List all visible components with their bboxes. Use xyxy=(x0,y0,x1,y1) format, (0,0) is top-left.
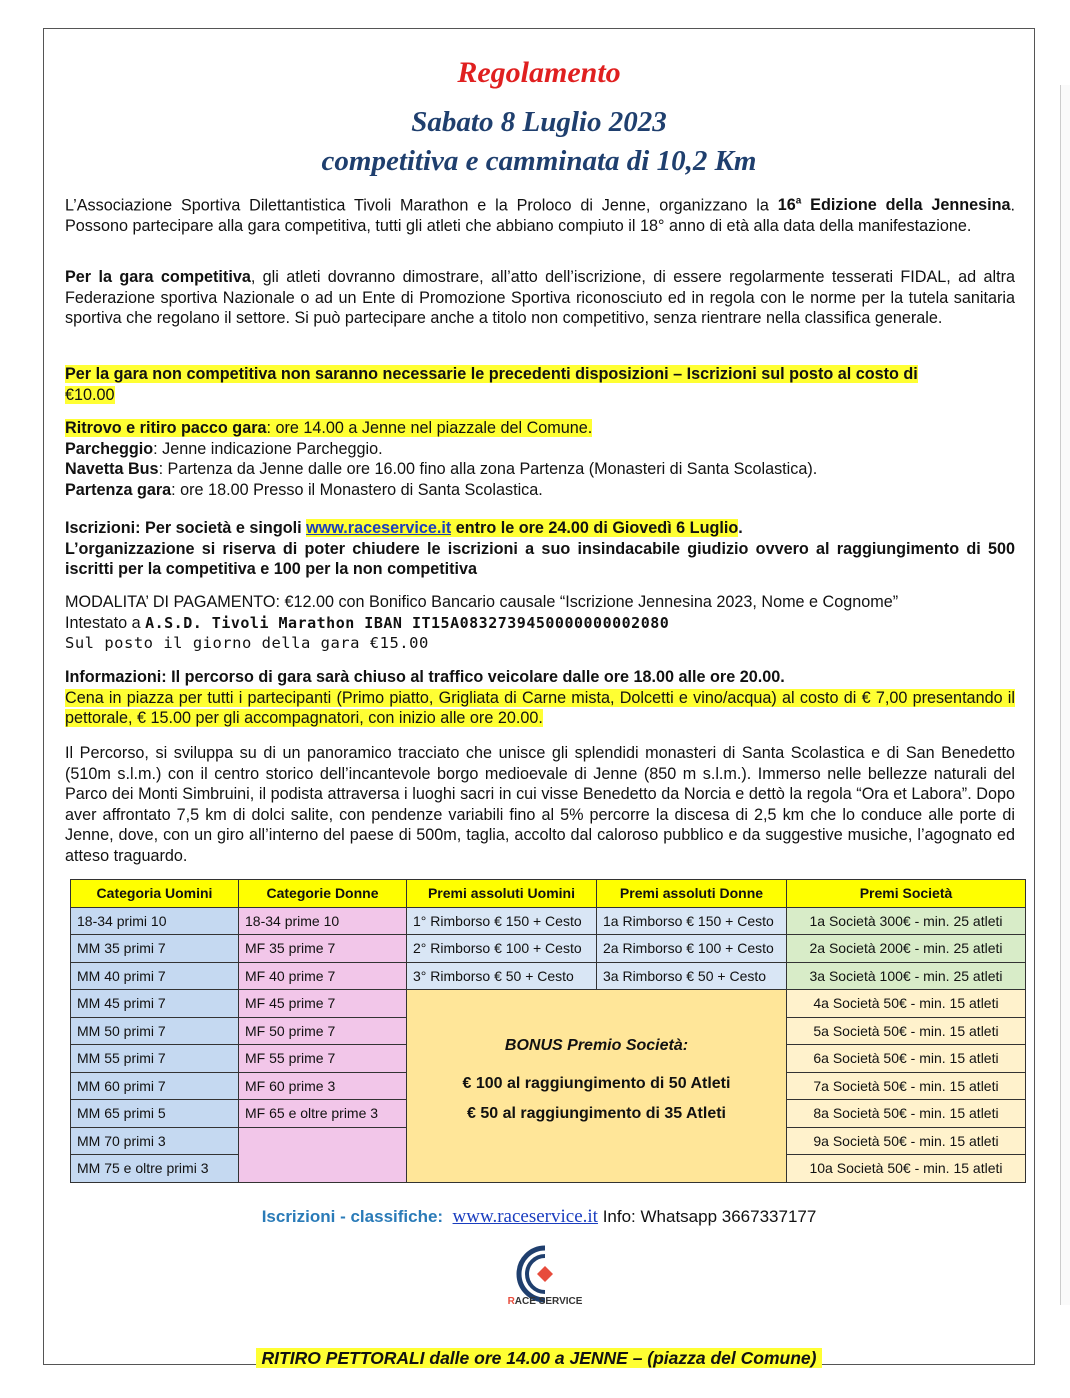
cat-donne-empty-cell xyxy=(239,1127,407,1182)
cat-donne-cell: 18-34 prime 10 xyxy=(239,907,407,935)
societa-cell: 6a Società 50€ - min. 15 atleti xyxy=(787,1045,1026,1073)
event-subtitle: competitiva e camminata di 10,2 Km xyxy=(321,145,757,177)
cat-uomini-cell: MM 55 primi 7 xyxy=(71,1045,239,1073)
table-row xyxy=(71,962,1026,990)
cat-donne-cell: MF 65 e oltre prime 3 xyxy=(239,1100,407,1128)
table-header: Premi Società xyxy=(787,880,1026,908)
cat-donne-cell: MF 35 prime 7 xyxy=(239,935,407,963)
bonus-title: BONUS Premio Società: xyxy=(504,1036,689,1054)
payment-block: MODALITA’ DI PAGAMENTO: €12.00 con Bonifico Bancario causale “Iscrizione Jennesina 2023, Nome e Cognome” Intestato a A.S.D. Tivoli Marathon IBAN IT15A0832739450000000002080 Sul posto il giorno della gara €15.00 xyxy=(65,593,899,653)
table-row xyxy=(71,990,1026,1018)
bonus-line: € 100 al raggiungimento di 50 Atleti xyxy=(462,1074,731,1092)
cat-donne-cell: MF 45 prime 7 xyxy=(239,990,407,1018)
cat-uomini-cell: MM 65 primi 5 xyxy=(71,1100,239,1128)
table-row xyxy=(71,907,1026,935)
table-header: Categorie Donne xyxy=(239,880,407,908)
cat-donne-cell: MF 50 prime 7 xyxy=(239,1017,407,1045)
assoluti-uomini-cell: 3° Rimborso € 50 + Cesto xyxy=(407,962,597,990)
assoluti-uomini-cell: 1° Rimborso € 150 + Cesto xyxy=(407,907,597,935)
cat-uomini-cell: MM 35 primi 7 xyxy=(71,935,239,963)
assoluti-uomini-cell: 2° Rimborso € 100 + Cesto xyxy=(407,935,597,963)
table-header: Premi assoluti Donne xyxy=(597,880,787,908)
page-title: Regolamento xyxy=(457,56,621,89)
logistics-block: Ritrovo e ritiro pacco gara: ore 14.00 a Jenne nel piazzale del Comune. Parcheggio: Jenne indicazione Parcheggio. Navetta Bus: Partenza da Jenne dalle ore 16.00 fino alla zona Partenza (Monasteri di Santa Scolastica). Partenza gara: ore 18.00 Presso il Monastero di Santa Scolastica. xyxy=(65,419,818,499)
table-row xyxy=(71,935,1026,963)
competitive-paragraph: Per la gara competitiva, gli atleti dovranno dimostrare, all’atto dell’iscrizione, di essere regolarmente tesserati FIDAL, ad altra Federazione sportiva Nazionale o ad un Ente di Promozione Sportiva riconosciuto ed in regola con le norme per la tutela sanitaria sportiva che regolano il settore. Si può partecipare anche a titolo non competitivo, senza rientrare nella classifica generale. xyxy=(65,268,1015,328)
cat-uomini-cell: MM 70 primi 3 xyxy=(71,1127,239,1155)
percorso-paragraph: Il Percorso, si sviluppa su di un panoramico tracciato che unisce gli splendidi monasteri di Santa Scolastica e di San Benedetto (510m s.l.m.) con il centro storico dell’incantevole borgo medioevale di Jenne (850 m s.l.m.). Immerso nelle bellezze naturali del Parco dei Monti Simbruini, il podista attraversa i luoghi sacri in cui visse Benedetto da Norcia e dettò la regola “Ora et Labora”. Dopo aver affrontato 7,5 km di dolci salite, con pendenze variabili fino al 5% percorre la discesa di 2,5 km che lo conduce alle porte di Jenne, dove, con un giro all’interno del paese di 500m, taglia, accolto dal caloroso pubblico e da suggestive musiche, l’agognato ed atteso traguardo. xyxy=(65,744,1015,865)
societa-cell: 1a Società 300€ - min. 25 atleti xyxy=(787,907,1026,935)
assoluti-donne-cell: 1a Rimborso € 150 + Cesto xyxy=(597,907,787,935)
assoluti-donne-cell: 2a Rimborso € 100 + Cesto xyxy=(597,935,787,963)
societa-cell: 5a Società 50€ - min. 15 atleti xyxy=(787,1017,1026,1045)
ritiro-pettorali-banner: RITIRO PETTORALI dalle ore 14.00 a JENNE – (piazza del Comune) xyxy=(43,1348,1035,1369)
cat-uomini-cell: MM 75 e oltre primi 3 xyxy=(71,1155,239,1183)
intro-paragraph: L’Associazione Sportiva Dilettantistica Tivoli Marathon e la Proloco di Jenne, organizzano la 16$^a$ Edizione della Jennesina. Possono partecipare alla gara competitiva, tutti gli atleti che abbiano compiuto il 18° anno di età alla data della manifestazione. xyxy=(65,196,1015,235)
cat-uomini-cell: MM 60 primi 7 xyxy=(71,1072,239,1100)
footer-iscrizioni: Iscrizioni - classifiche: www.raceservice.it Info: Whatsapp 3667337177 xyxy=(261,1206,817,1227)
societa-cell: 10a Società 50€ - min. 15 atleti xyxy=(787,1155,1026,1183)
bonus-line: € 50 al raggiungimento di 35 Atleti xyxy=(466,1104,726,1122)
cat-donne-cell: MF 55 prime 7 xyxy=(239,1045,407,1073)
societa-cell: 3a Società 100€ - min. 25 atleti xyxy=(787,962,1026,990)
cat-uomini-cell: MM 40 primi 7 xyxy=(71,962,239,990)
societa-cell: 4a Società 50€ - min. 15 atleti xyxy=(787,990,1026,1018)
societa-cell: 9a Società 50€ - min. 15 atleti xyxy=(787,1127,1026,1155)
cat-uomini-cell: MM 45 primi 7 xyxy=(71,990,239,1018)
info-block: Informazioni: Il percorso di gara sarà chiuso al traffico veicolare dalle ore 18.00 alle ore 20.00. Cena in piazza per tutti i partecipanti (Primo piatto, Grigliata di Carne mista, Dolcetti e vino/acqua) al costo di € 7,00 presentando il pettorale, € 15.00 per gli accompagnatori, con inizio alle ore 20.00. xyxy=(65,668,1015,728)
cat-uomini-cell: MM 50 primi 7 xyxy=(71,1017,239,1045)
table-header: Categoria Uomini xyxy=(71,880,239,908)
cat-donne-cell: MF 40 prime 7 xyxy=(239,962,407,990)
table-header-row xyxy=(71,880,1026,908)
bonus-cell xyxy=(407,990,787,1183)
scrollbar[interactable] xyxy=(1060,85,1070,1305)
prizes-table xyxy=(70,879,1026,1183)
iscrizioni-block: Iscrizioni: Per società e singoli www.raceservice.it entro le ore 24.00 di Giovedì 6 Luglio. L’organizzazione si riserva di poter chiudere le iscrizioni a suo insindacabile giudizio ovvero al raggiungimento di 500 iscritti per la competitiva e 100 per la non competitiva xyxy=(65,519,1015,579)
raceservice-link[interactable]: www.raceservice.it xyxy=(306,519,452,537)
logo-wordmark: RACE SERVICE xyxy=(507,1296,583,1307)
assoluti-donne-cell: 3a Rimborso € 50 + Cesto xyxy=(597,962,787,990)
event-date: Sabato 8 Luglio 2023 xyxy=(411,106,667,138)
societa-cell: 8a Società 50€ - min. 15 atleti xyxy=(787,1100,1026,1128)
noncompetitive-paragraph: Per la gara non competitiva non saranno necessarie le precedenti disposizioni – Iscrizioni sul posto al costo di €10.00 xyxy=(65,365,918,404)
societa-cell: 7a Società 50€ - min. 15 atleti xyxy=(787,1072,1026,1100)
societa-cell: 2a Società 200€ - min. 25 atleti xyxy=(787,935,1026,963)
cat-uomini-cell: 18-34 primi 10 xyxy=(71,907,239,935)
footer-raceservice-link[interactable]: www.raceservice.it xyxy=(452,1206,598,1227)
table-header: Premi assoluti Uomini xyxy=(407,880,597,908)
cat-donne-cell: MF 60 prime 3 xyxy=(239,1072,407,1100)
